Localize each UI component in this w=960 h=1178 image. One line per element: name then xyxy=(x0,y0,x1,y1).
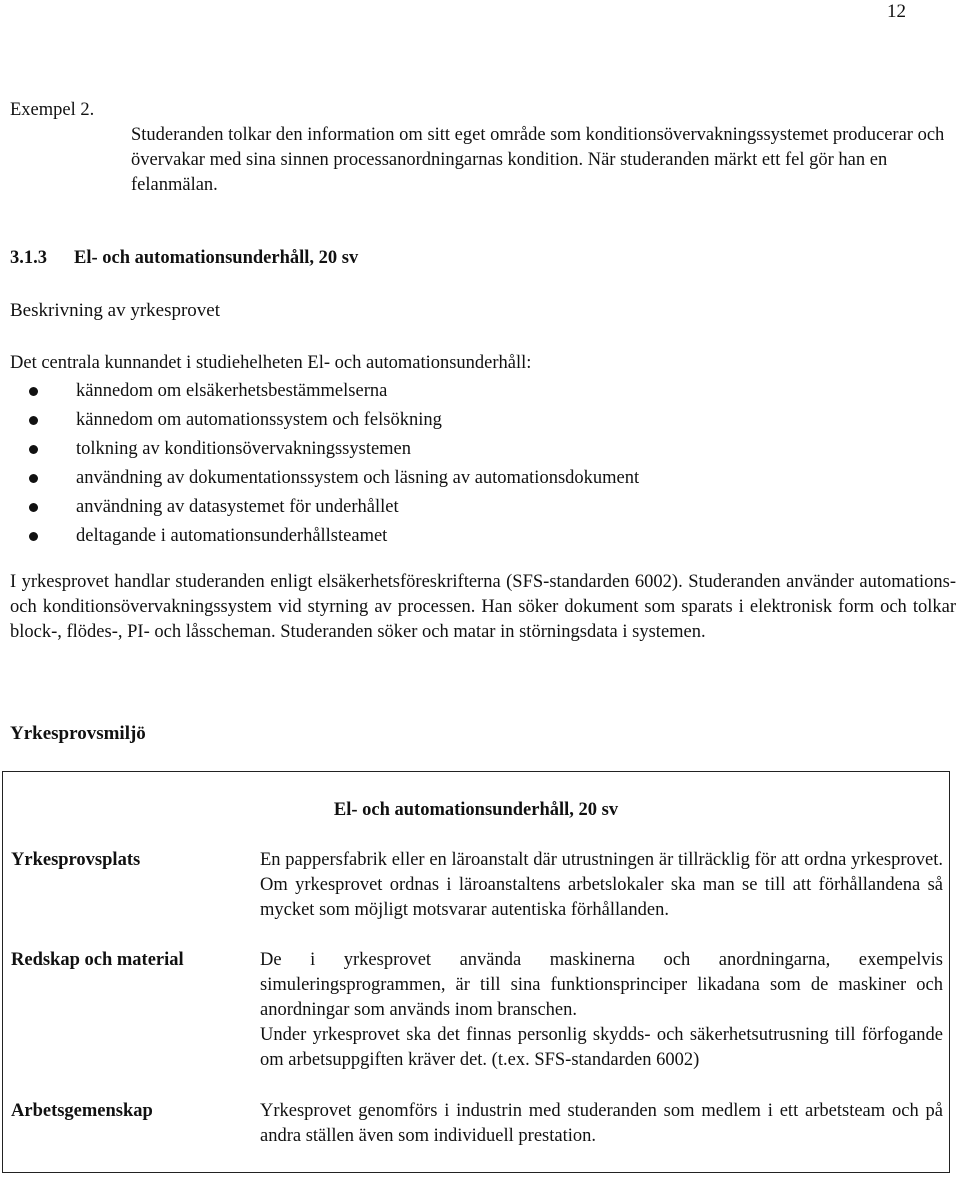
list-item-text: kännedom om automationssystem och felsökning xyxy=(76,410,442,430)
bullet-icon xyxy=(29,416,38,425)
competence-list xyxy=(10,377,910,551)
bullet-icon xyxy=(29,445,38,454)
body-paragraph: I yrkesprovet handlar studeranden enligt elsäkerhetsföreskrifterna (SFS-standarden 6002). Studeranden använder automations- och konditionsövervakningssystem vid styrning av processen. Han söker dokument som sparats i elektronisk form och tolkar block-, flödes-, PI- och låsscheman. Studeranden söker och matar in störningsdata i systemen. xyxy=(10,572,956,642)
row-content xyxy=(260,1099,943,1149)
list-item xyxy=(10,377,910,406)
row-label: Arbetsgemenskap xyxy=(11,1101,153,1121)
section-title: El- och automationsunderhåll, 20 sv xyxy=(74,248,359,268)
row-label: Yrkesprovsplats xyxy=(11,850,141,870)
list-item-text: deltagande i automationsunderhållsteamet xyxy=(76,526,388,546)
description-heading: Beskrivning av yrkesprovet xyxy=(10,300,221,321)
list-item xyxy=(10,493,910,522)
row-paragraph: De i yrkesprovet använda maskinerna och anordningarna, exempelvis simuleringsprogrammen, är till sina funktionsprinciper likadana som de maskiner och anordningar som används inom branschen. xyxy=(260,950,943,1020)
list-item-text: användning av datasystemet för underhållet xyxy=(76,497,399,517)
list-item-text: tolkning av konditionsövervakningssystemen xyxy=(76,439,412,459)
example-text: Studeranden tolkar den information om sitt eget område som konditionsövervakningssystemet producerar och övervakar med sina sinnen processanordningarnas kondition. När studeranden märkt ett fel gör han en felanmälan. xyxy=(131,125,945,195)
bullet-icon xyxy=(29,387,38,396)
row-paragraph: Under yrkesprovet ska det finnas personlig skydds- och säkerhetsutrusning till förfogande om arbetsuppgiften kräver det. (t.ex. SFS-standarden 6002) xyxy=(260,1025,943,1070)
example-label: Exempel 2. xyxy=(10,100,95,120)
list-item-text: användning av dokumentationssystem och läsning av automationsdokument xyxy=(76,468,640,488)
bullet-icon xyxy=(29,474,38,483)
list-item xyxy=(10,435,910,464)
row-content xyxy=(260,948,943,1073)
row-label: Redskap och material xyxy=(11,950,184,970)
list-item xyxy=(10,464,910,493)
list-item xyxy=(10,406,910,435)
list-item xyxy=(10,522,910,551)
row-content xyxy=(260,848,943,923)
environment-table xyxy=(2,771,950,1173)
intro-text: Det centrala kunnandet i studiehelheten El- och automationsunderhåll: xyxy=(10,353,532,373)
list-item-text: kännedom om elsäkerhetsbestämmelserna xyxy=(76,381,388,401)
row-paragraph: Yrkesprovet genomförs i industrin med studeranden som medlem i ett arbetsteam och på andra ställen även som individuell prestation. xyxy=(260,1101,943,1146)
row-paragraph: En pappersfabrik eller en läroanstalt där utrustningen är tillräcklig för att ordna yrkesprovet. Om yrkesprovet ordnas i läroanstaltens arbetslokaler ska man se till att förhållandena så mycket som möjligt motsvarar autentiska förhållanden. xyxy=(260,850,943,920)
section-number: 3.1.3 xyxy=(10,248,47,268)
page-number: 12 xyxy=(887,1,906,22)
table-title: El- och automationsunderhåll, 20 sv xyxy=(333,800,619,820)
section-heading xyxy=(10,246,358,271)
bullet-icon xyxy=(29,503,38,512)
environment-heading: Yrkesprovsmiljö xyxy=(10,723,146,744)
bullet-icon xyxy=(29,532,38,541)
